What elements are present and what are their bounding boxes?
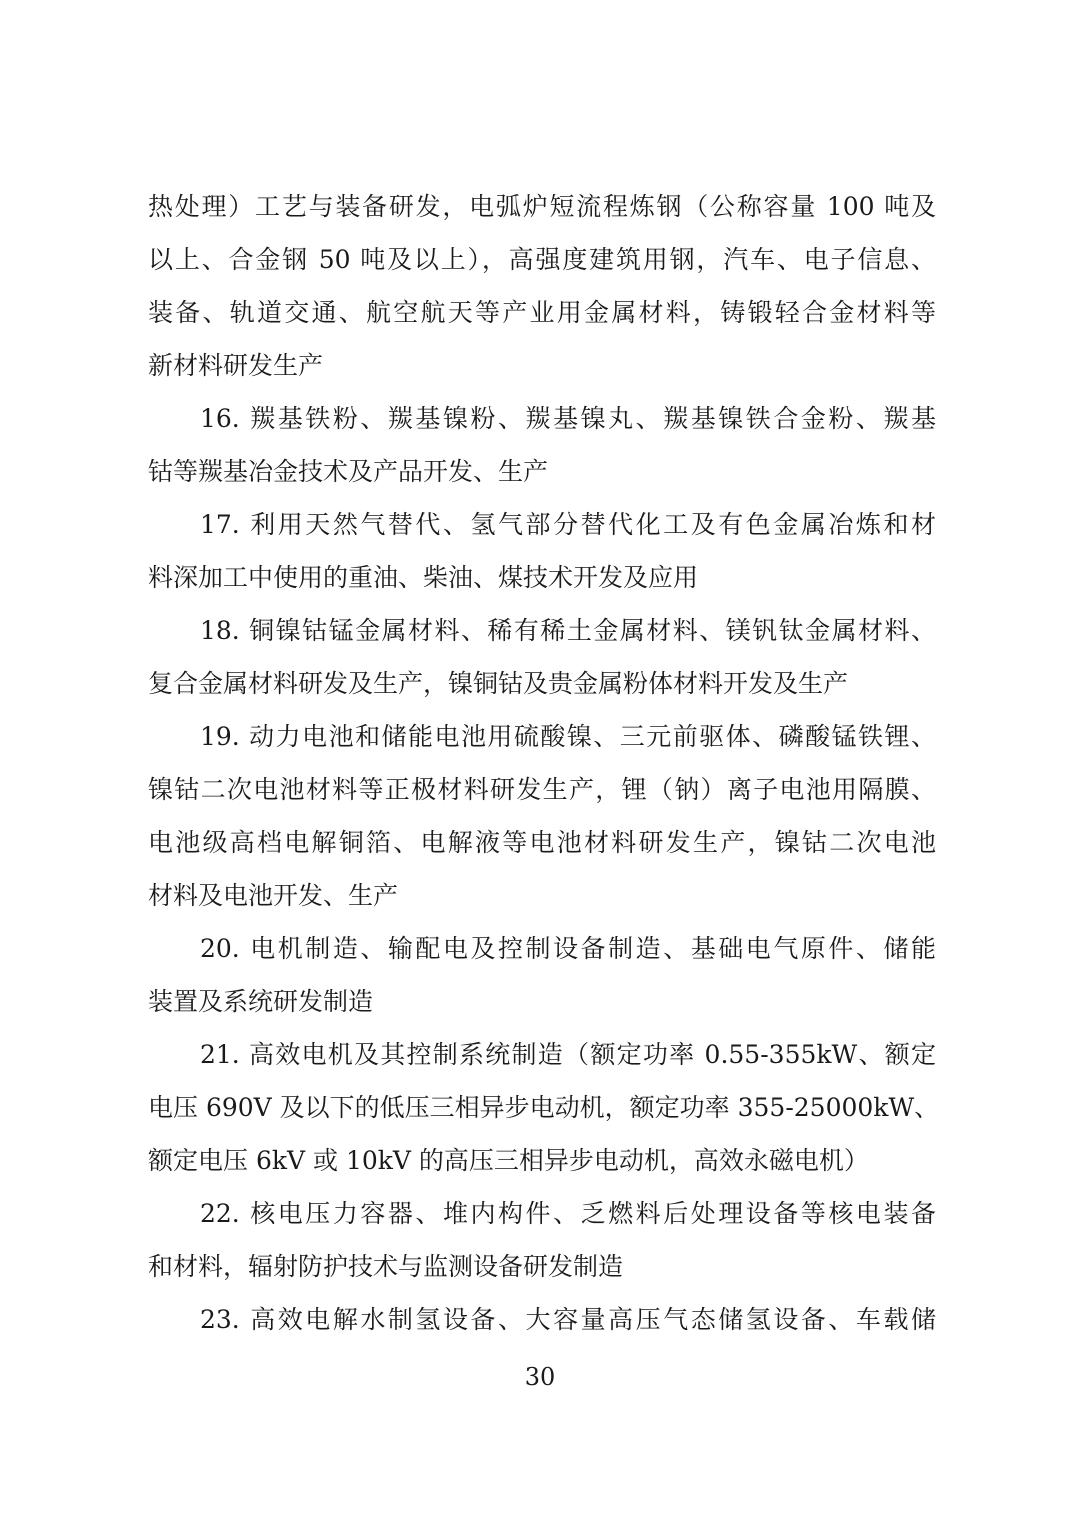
text-line: 装备、轨道交通、航空航天等产业用金属材料，铸锻轻合金材料等	[148, 298, 936, 327]
item-16-line: 16. 羰基铁粉、羰基镍粉、羰基镍丸、羰基镍铁合金粉、羰基	[200, 404, 936, 433]
text-line: 热处理）工艺与装备研发，电弧炉短流程炼钢（公称容量 100 吨及	[148, 192, 936, 221]
text-line: 复合金属材料研发及生产，镍铜钴及贵金属粉体材料开发及生产	[148, 669, 849, 698]
text-line: 额定电压 6kV 或 10kV 的高压三相异步电动机，高效永磁电机）	[148, 1146, 869, 1175]
item-17-line: 17. 利用天然气替代、氢气部分替代化工及有色金属冶炼和材	[200, 510, 936, 539]
text-line: 电池级高档电解铜箔、电解液等电池材料研发生产，镍钴二次电池	[148, 828, 936, 857]
item-19-line: 19. 动力电池和储能电池用硫酸镍、三元前驱体、磷酸锰铁锂、	[200, 722, 936, 751]
item-20-line: 20. 电机制造、输配电及控制设备制造、基础电气原件、储能	[200, 934, 936, 963]
text-line: 钴等羰基冶金技术及产品开发、生产	[148, 457, 549, 486]
text-line: 新材料研发生产	[148, 351, 324, 380]
item-18-line: 18. 铜镍钴锰金属材料、稀有稀土金属材料、镁钒钛金属材料、	[200, 616, 936, 645]
text-line: 镍钴二次电池材料等正极材料研发生产，锂（钠）离子电池用隔膜、	[148, 775, 936, 804]
text-line: 材料及电池开发、生产	[148, 881, 399, 910]
item-23-line: 23. 高效电解水制氢设备、大容量高压气态储氢设备、车载储	[200, 1305, 936, 1334]
body-text	[148, 180, 940, 1346]
item-21-line: 21. 高效电机及其控制系统制造（额定功率 0.55-355kW、额定	[200, 1040, 936, 1069]
text-line: 装置及系统研发制造	[148, 987, 374, 1016]
text-line: 和材料，辐射防护技术与监测设备研发制造	[148, 1252, 624, 1281]
page-number: 30	[524, 1363, 556, 1391]
item-22-line: 22. 核电压力容器、堆内构件、乏燃料后处理设备等核电装备	[200, 1199, 936, 1228]
text-line: 料深加工中使用的重油、柴油、煤技术开发及应用	[148, 563, 699, 592]
text-line: 以上、合金钢 50 吨及以上），高强度建筑用钢，汽车、电子信息、	[148, 245, 936, 274]
text-line: 电压 690V 及以下的低压三相异步电动机，额定功率 355-25000kW、	[148, 1093, 940, 1122]
